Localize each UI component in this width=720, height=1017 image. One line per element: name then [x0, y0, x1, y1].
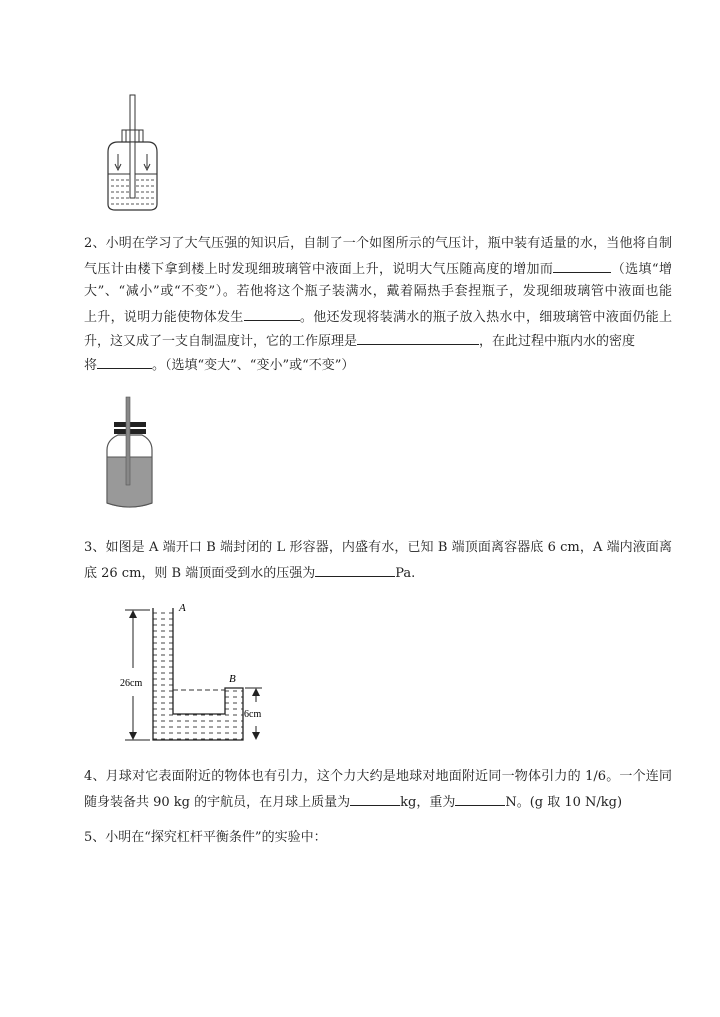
question-text-segment: 5、小明在“探究杠杆平衡条件”的实验中：	[84, 830, 327, 845]
height-b-label: 6cm	[244, 709, 262, 720]
answer-blank[interactable]	[350, 792, 400, 806]
q3-line	[84, 539, 672, 557]
q2-line	[84, 259, 672, 277]
question-text-segment: N。(g 取 10 N/kg)	[505, 795, 623, 810]
question-text-segment: 大”、“减小”或“不变”）。若他将这个瓶子装满水，戴着隔热手套捏瓶子，发现细玻璃管中液面也能	[84, 284, 672, 299]
question-text-segment: 升，这又成了一支自制温度计，它的工作原理是	[84, 334, 358, 349]
question-text-segment: 2、小明在学习了大气压强的知识后，自制了一个如图所示的气压计，瓶中装有适量的水，当他将自制	[84, 236, 672, 251]
question-text-segment: kg，重为	[400, 795, 456, 810]
question-text-segment: 将	[84, 358, 98, 373]
thermometer-bottle-figure	[100, 395, 160, 515]
question-text-segment: 3、如图是 A 端开口 B 端封闭的 L 形容器，内盛有水，已知 B 端顶面离容器底 6 cm，A 端内液面离	[84, 540, 672, 555]
q2-line	[84, 355, 672, 375]
answer-blank[interactable]	[455, 792, 505, 806]
question-text-segment: （选填“增	[611, 262, 672, 277]
answer-blank[interactable]	[244, 307, 300, 321]
question-text-segment: 。（选填“变大”、“变小”或“不变”）	[152, 358, 355, 373]
question-text-segment: 。他还发现将装满水的瓶子放入热水中，细玻璃管中液面仍能上	[299, 310, 672, 325]
q5-line	[84, 829, 672, 847]
answer-blank[interactable]	[97, 355, 152, 369]
label-b: B	[229, 673, 236, 685]
question-text-segment: 底 26 cm，则 B 端顶面受到水的压强为	[84, 566, 316, 581]
q2-line	[84, 307, 672, 325]
q2-line	[84, 283, 672, 301]
answer-blank[interactable]	[553, 259, 611, 273]
question-text-segment: ，在此过程中瓶内水的密度	[479, 334, 636, 349]
question-text-segment: 气压计由楼下拿到楼上时发现细玻璃管中液面上升，说明大气压随高度的增加而	[84, 262, 554, 277]
label-a: A	[179, 602, 186, 614]
q4-line	[84, 768, 672, 786]
q3-line	[84, 563, 672, 583]
q4-line	[84, 792, 672, 812]
question-text-segment: 4、月球对它表面附近的物体也有引力，这个力大约是地球对地面附近同一物体引力的 1/6。一个连同	[84, 769, 672, 784]
height-a-label: 26cm	[120, 678, 143, 689]
barometer-bottle-figure	[100, 90, 170, 215]
q2-line	[84, 331, 672, 351]
answer-blank[interactable]	[357, 331, 479, 345]
l-container-figure	[120, 598, 270, 746]
question-text-segment: 上升，说明力能使物体发生	[84, 310, 244, 325]
question-text-segment: Pa.	[395, 566, 416, 581]
answer-blank[interactable]	[315, 563, 395, 577]
question-text-segment: 随身装备共 90 kg 的宇航员，在月球上质量为	[84, 795, 351, 810]
q2-line	[84, 235, 672, 253]
